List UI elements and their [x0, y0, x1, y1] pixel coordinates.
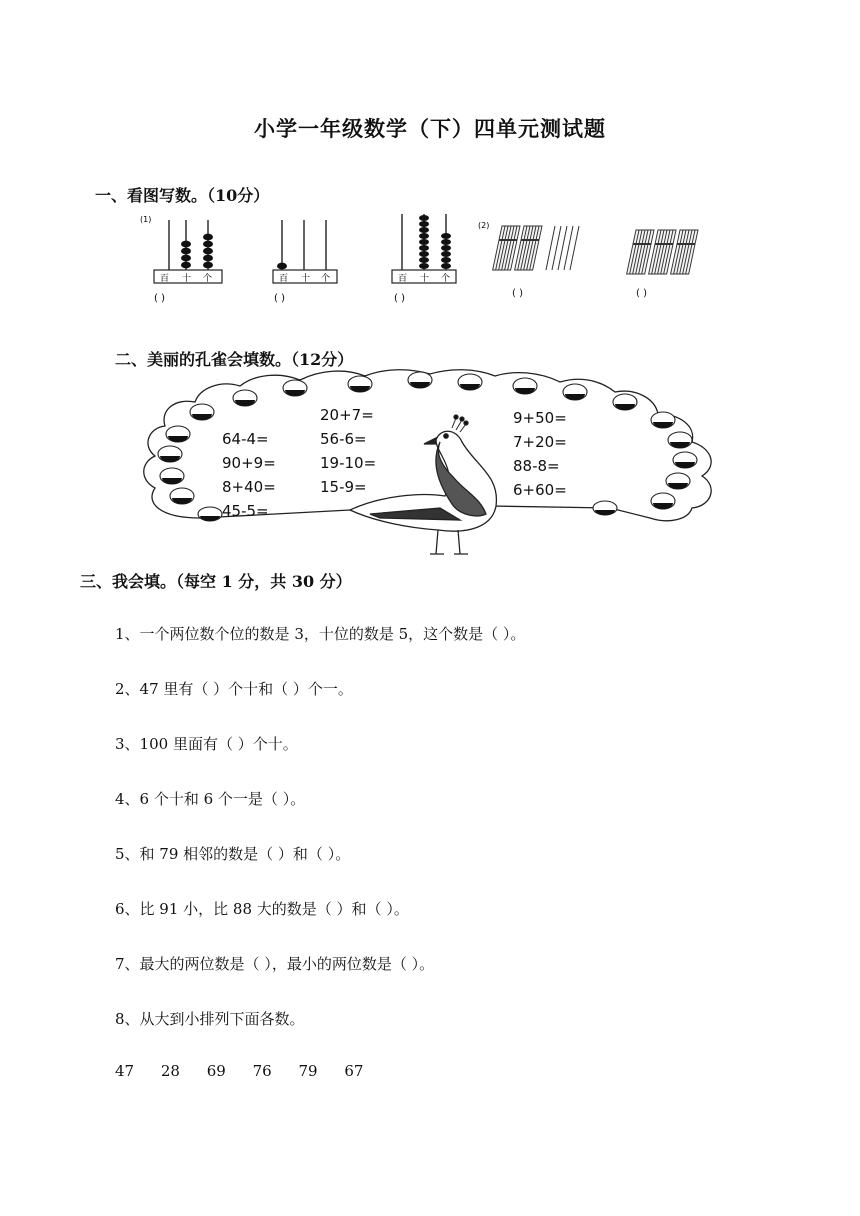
abacus-2-blank: ( ) — [274, 293, 285, 304]
marker-a: (1) — [140, 215, 152, 224]
section3-heading: 三、我会填。（每空 1 分，共 30 分） — [80, 572, 352, 591]
question-3: 3、100 里面有（ ）个十。 — [115, 735, 298, 753]
question-7: 7、最大的两位数是（ ），最小的两位数是（ ）。 — [115, 955, 435, 973]
equation: 19-10= — [320, 454, 377, 472]
question-1: 1、一个两位数个位的数是 3，十位的数是 5，这个数是（ ）。 — [115, 625, 526, 643]
equation: 9+50= — [513, 409, 567, 427]
sticks-group-1 — [493, 226, 579, 299]
equation: 64-4= — [222, 430, 269, 448]
abacus-2-label-hundreds: 百 — [279, 274, 289, 284]
equations-left — [222, 427, 276, 523]
abacus-3 — [392, 214, 456, 304]
question-2: 2、47 里有（ ）个十和（ ）个一。 — [115, 680, 353, 698]
section2-heading: 二、美丽的孔雀会填数。（12分） — [115, 350, 354, 369]
abacus-2-label-tens: 十 — [301, 274, 311, 284]
equation: 7+20= — [513, 433, 567, 451]
abacus-1-label-ones: 个 — [203, 274, 213, 284]
equation: 20+7= — [320, 406, 374, 424]
section1-heading: 一、看图写数。（10分） — [95, 186, 270, 205]
number-item: 76 — [252, 1062, 272, 1080]
number-item: 69 — [206, 1062, 226, 1080]
abacus-3-label-ones: 个 — [441, 274, 451, 284]
abacus-3-label-tens: 十 — [420, 274, 430, 284]
abacus-2-label-ones: 个 — [321, 274, 331, 284]
abacus-1-blank: ( ) — [154, 293, 165, 304]
equation: 15-9= — [320, 478, 367, 496]
sticks-group-2 — [627, 230, 698, 299]
abacus-2 — [273, 220, 337, 304]
number-item: 67 — [344, 1062, 364, 1080]
question-8: 8、从大到小排列下面各数。 — [115, 1010, 305, 1028]
sticks-group-2-blank: ( ) — [636, 288, 647, 299]
abacus-3-label-hundreds: 百 — [398, 274, 408, 284]
question-5: 5、和 79 相邻的数是（ ）和（ ）。 — [115, 845, 351, 863]
equations-middle — [320, 403, 376, 499]
numbers-to-sort — [115, 1062, 385, 1080]
number-item: 47 — [115, 1062, 135, 1080]
equation: 8+40= — [222, 478, 276, 496]
abacus-1-label-hundreds: 百 — [160, 274, 170, 284]
abacus-3-blank: ( ) — [394, 293, 405, 304]
page-title: 小学一年级数学（下）四单元测试题 — [254, 116, 606, 141]
equation: 56-6= — [320, 430, 367, 448]
section1-figure — [140, 208, 700, 308]
number-item: 28 — [160, 1062, 180, 1080]
equation: 6+60= — [513, 481, 567, 499]
number-item: 79 — [298, 1062, 318, 1080]
sticks-group-1-blank: ( ) — [512, 288, 523, 299]
abacus-1-label-tens: 十 — [182, 274, 192, 284]
question-4: 4、6 个十和 6 个一是（ ）。 — [115, 790, 306, 808]
equation: 90+9= — [222, 454, 276, 472]
equation: 88-8= — [513, 457, 560, 475]
equations-right — [513, 406, 567, 502]
abacus-1 — [154, 220, 222, 304]
question-6: 6、比 91 小，比 88 大的数是（ ）和（ ）。 — [115, 900, 409, 918]
marker-b: (2) — [478, 221, 490, 230]
equation: 45-5= — [222, 502, 269, 520]
